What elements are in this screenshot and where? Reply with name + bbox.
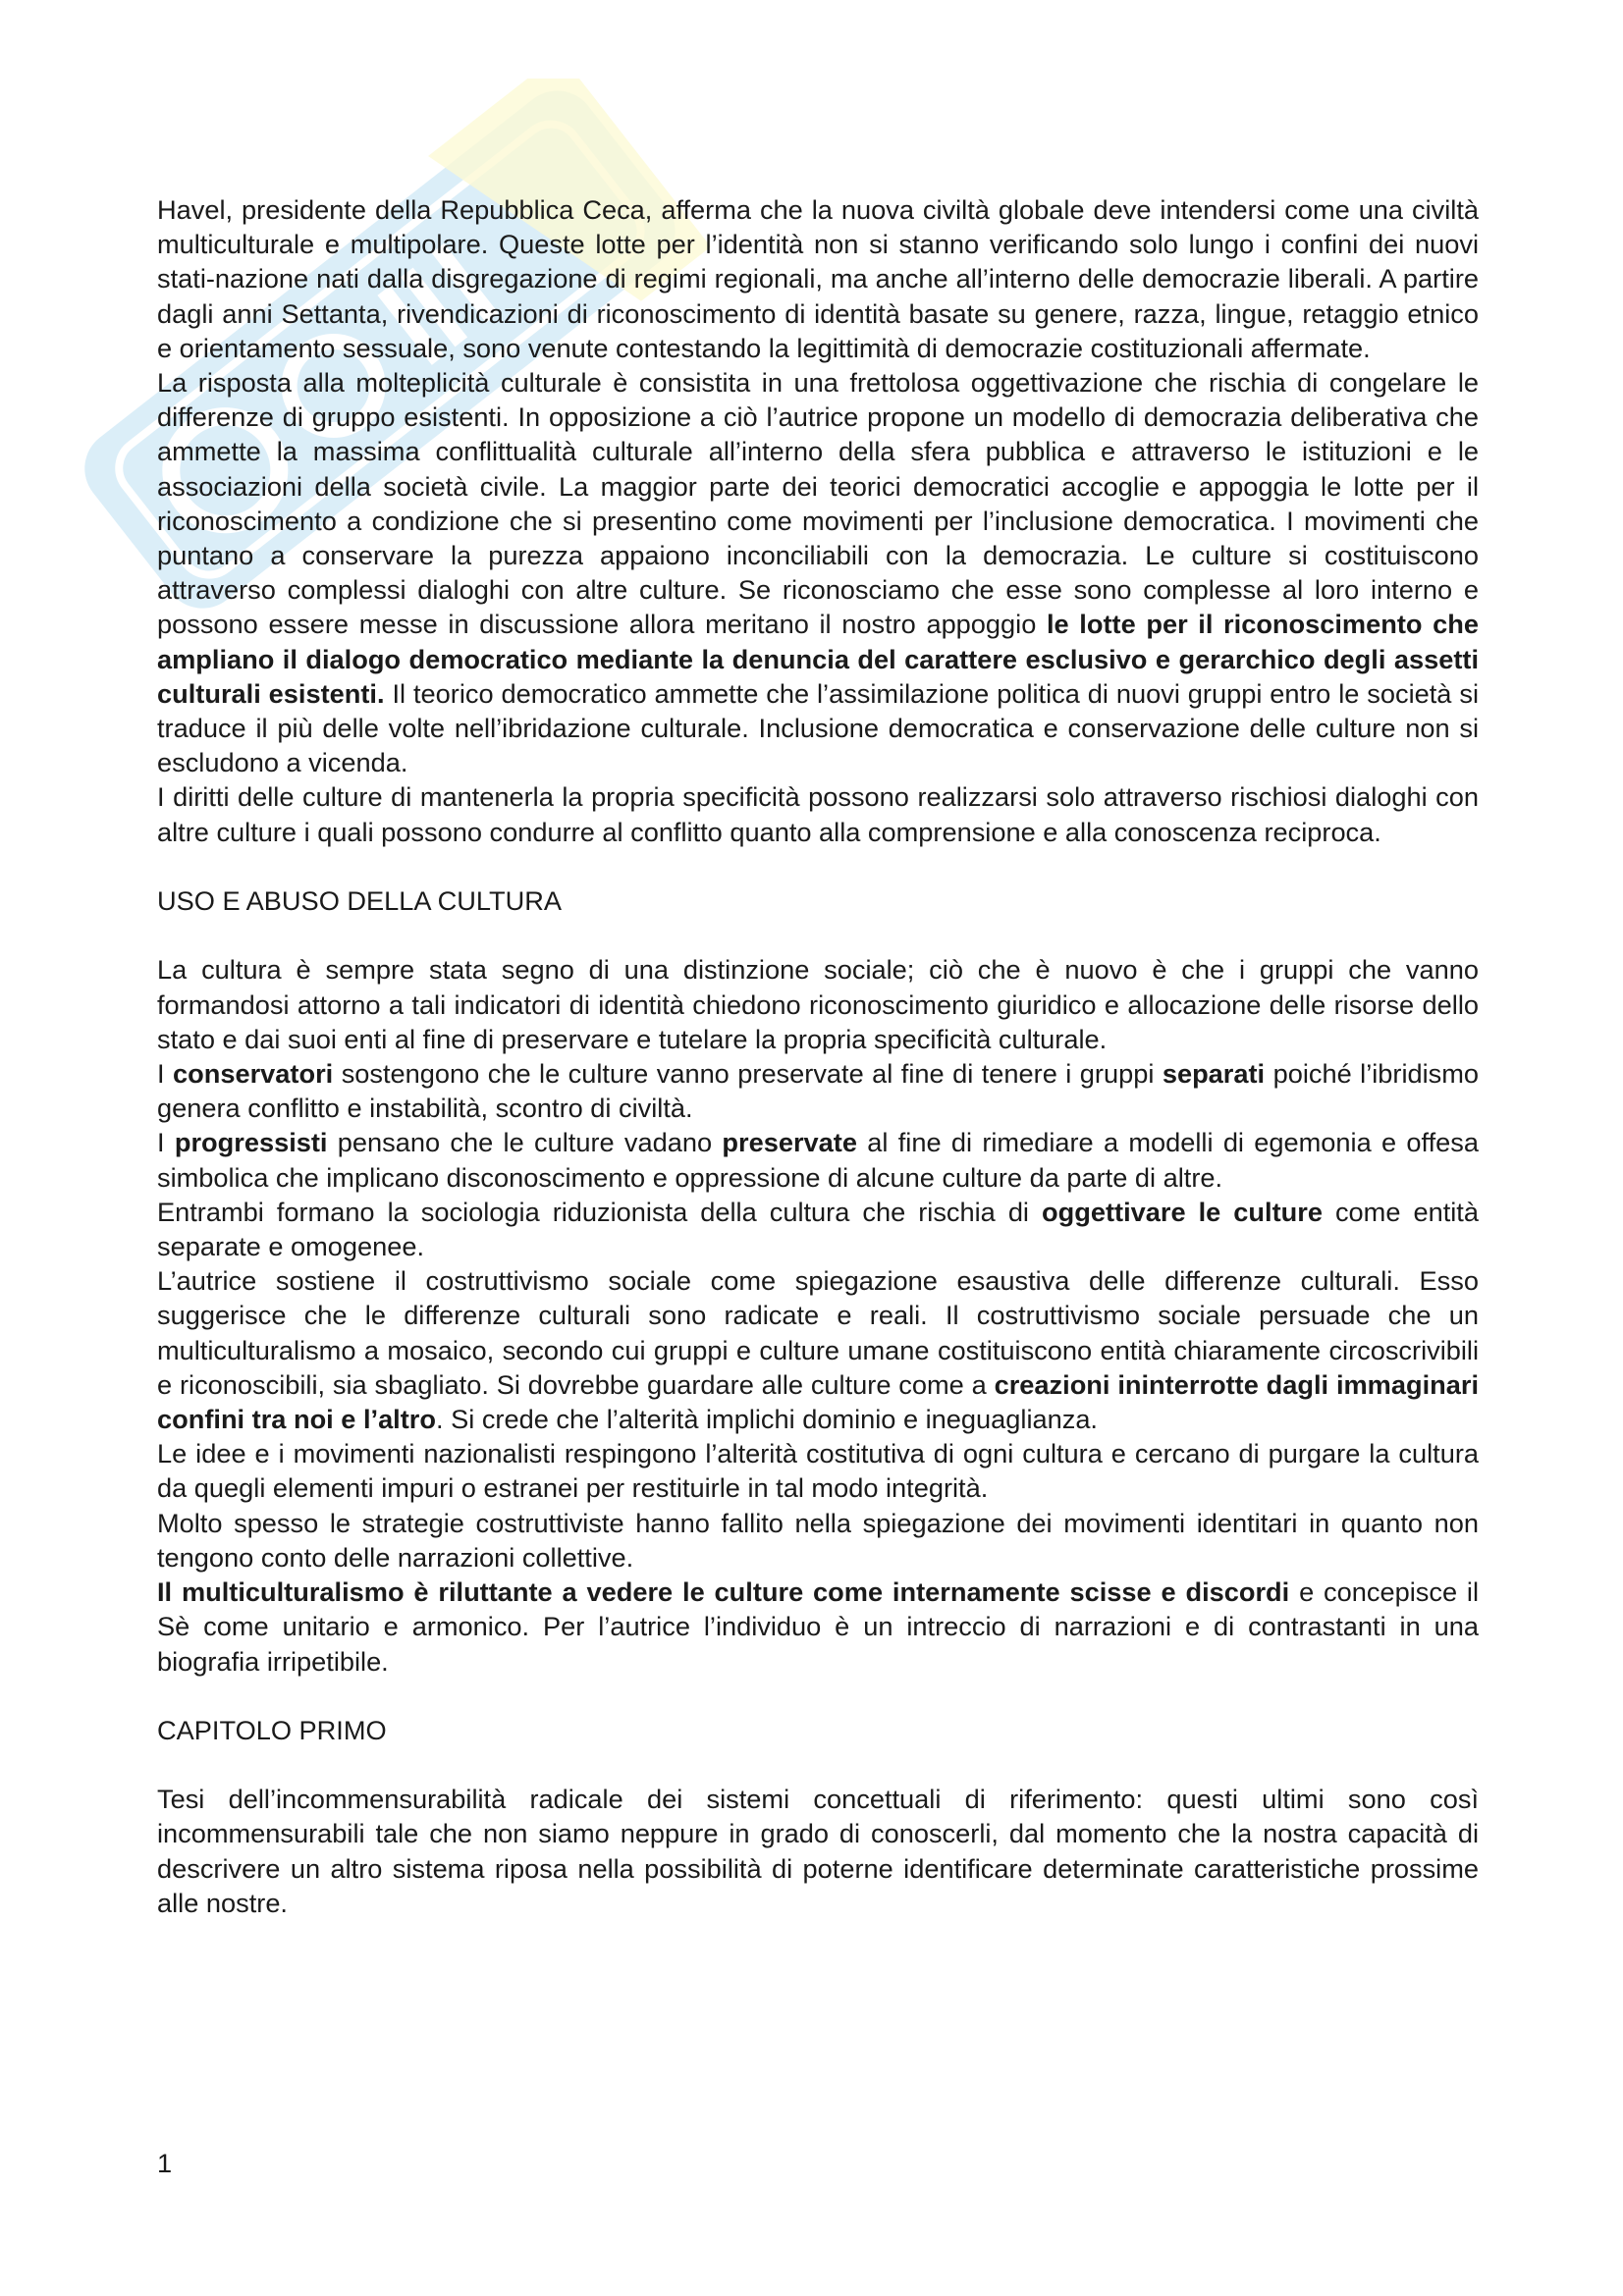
text-run: L’autrice sostiene il costruttivismo sociale come spiegazione esaustiva delle differenze culturali. Esso suggerisce che le differenze culturali sono radicate e reali. Il costruttivismo sociale persuade che un multiculturalismo a mosaico, secondo cui gruppi e culture umane costituiscono entità chiaramente circoscrivibili e riconoscibili, sia sbagliato. Si dovrebbe guardare alle culture come a	[157, 1265, 1479, 1400]
text-run: . Si crede che l’alterità implichi dominio e ineguaglianza.	[435, 1404, 1098, 1435]
bold-text-run: preservate	[722, 1127, 857, 1158]
section-capitolo-primo	[157, 1782, 1479, 1920]
bold-text-run: separati	[1162, 1058, 1266, 1090]
text-run: come entità separate e omogenee.	[157, 1196, 1479, 1262]
text-run: poiché l’ibridismo genera conflitto e instabilità, scontro di civiltà.	[157, 1058, 1480, 1124]
paragraph	[157, 192, 1479, 365]
section-heading-uso-e-abuso: USO E ABUSO DELLA CULTURA	[157, 885, 562, 917]
bold-text-run: le lotte per il riconoscimento che ampliano il dialogo democratico mediante la denuncia del carattere esclusivo e gerarchico degli assetti culturali esistenti.	[157, 609, 1479, 709]
paragraph	[157, 952, 1479, 1056]
bold-text-run: creazioni ininterrotte dagli immaginari confini tra noi e l’altro	[157, 1368, 1479, 1435]
text-run: I diritti delle culture di mantenerla la propria specificità possono realizzarsi solo attraverso rischiosi dialoghi con altre culture i quali possono condurre al conflitto quanto alla comprensione e alla conoscenza reciproca.	[157, 781, 1479, 847]
bold-text-run: progressisti	[174, 1127, 328, 1158]
text-run: Entrambi formano la sociologia riduzionista della cultura che rischia di	[157, 1196, 1043, 1227]
text-run: Il teorico democratico ammette che l’assimilazione politica di nuovi gruppi entro le società si traduce il più delle volte nell’ibridazione culturale. Inclusione democratica e conservazione delle culture non si escludono a vicenda.	[157, 677, 1479, 778]
text-run: pensano che le culture vadano	[327, 1127, 723, 1158]
text-run: I	[157, 1127, 175, 1158]
bold-text-run: oggettivare le culture	[1042, 1196, 1323, 1227]
intro-section	[157, 192, 1479, 849]
paragraph	[157, 365, 1479, 779]
text-run: sostengono che le culture vanno preservate al fine di tenere i gruppi	[333, 1058, 1163, 1090]
text-run: La risposta alla molteplicità culturale è consistita in una frettolosa oggettivazione che rischia di congelare le differenze di gruppo esistenti. In opposizione a ciò l’autrice propone un modello di democrazia deliberativa che ammette la massima conflittualità culturale all’interno della sfera pubblica e attraverso le istituzioni e le associazioni della società civile. La maggior parte dei teorici democratici accoglie e appoggia le lotte per il riconoscimento a condizione che si presentino come movimenti per l’inclusione democratica. I movimenti che puntano a conservare la purezza appaiono inconciliabili con la democrazia. Le culture si costituiscono attraverso complessi dialoghi con altre culture. Se riconosciamo che esse sono complesse al loro interno e possono essere messe in discussione allora meritano il nostro appoggio	[157, 367, 1479, 640]
paragraph	[157, 1125, 1479, 1194]
text-run: La cultura è sempre stata segno di una distinzione sociale; ciò che è nuovo è che i gruppi che vanno formandosi attorno a tali indicatori di identità chiedono riconoscimento giuridico e allocazione delle risorse dello stato e dai suoi enti al fine di preservare e tutelare la propria specificità culturale.	[157, 954, 1479, 1054]
paragraph	[157, 779, 1479, 848]
section-uso-e-abuso	[157, 952, 1479, 1678]
paragraph	[157, 1195, 1479, 1263]
page-number: 1	[157, 2148, 173, 2178]
paragraph	[157, 1263, 1479, 1436]
paragraph	[157, 1782, 1479, 1920]
paragraph	[157, 1436, 1479, 1505]
text-run: Molto spesso le strategie costruttiviste hanno fallito nella spiegazione dei movimenti identitari in quanto non tengono conto delle narrazioni collettive.	[157, 1507, 1479, 1573]
paragraph	[157, 1056, 1479, 1125]
text-run: Havel, presidente della Repubblica Ceca, afferma che la nuova civiltà globale deve intendersi come una civiltà multiculturale e multipolare. Queste lotte per l’identità non si stanno verificando solo lungo i confini dei nuovi stati-nazione nati dalla disgregazione di regimi regionali, ma anche all’interno delle democrazie liberali. A partire dagli anni Settanta, rivendicazioni di riconoscimento di identità basate su genere, razza, lingue, retaggio etnico e orientamento sessuale, sono venute contestando la legittimità di democrazie costituzionali affermate.	[157, 194, 1479, 363]
paragraph	[157, 1575, 1479, 1679]
section-heading-capitolo-primo: CAPITOLO PRIMO	[157, 1714, 387, 1745]
bold-text-run: conservatori	[173, 1058, 334, 1090]
text-run: e concepisce il Sè come unitario e armonico. Per l’autrice l’individuo è un intreccio di narrazioni e di contrastanti in una biografia irripetibile.	[157, 1576, 1479, 1677]
paragraph	[157, 1506, 1479, 1575]
text-run: Le idee e i movimenti nazionalisti respingono l’alterità costitutiva di ogni cultura e cercano di purgare la cultura da quegli elementi impuri o estranei per restituirle in tal modo integrità.	[157, 1438, 1479, 1504]
text-run: I	[157, 1058, 174, 1090]
text-run: Tesi dell’incommensurabilità radicale dei sistemi concettuali di riferimento: questi ultimi sono così incommensurabili tale che non siamo neppure in grado di conoscerli, dal momento che la nostra capacità di descrivere un altro sistema riposa nella possibilità di poterne identificare determinate caratteristiche prossime alle nostre.	[157, 1784, 1479, 1918]
page-content	[157, 192, 1479, 1920]
text-run: al fine di rimediare a modelli di egemonia e offesa simbolica che implicano disconoscimento e oppressione di alcune culture da parte di altre.	[157, 1127, 1479, 1193]
bold-text-run: Il multiculturalismo è riluttante a vedere le culture come internamente scisse e discordi	[157, 1576, 1290, 1608]
